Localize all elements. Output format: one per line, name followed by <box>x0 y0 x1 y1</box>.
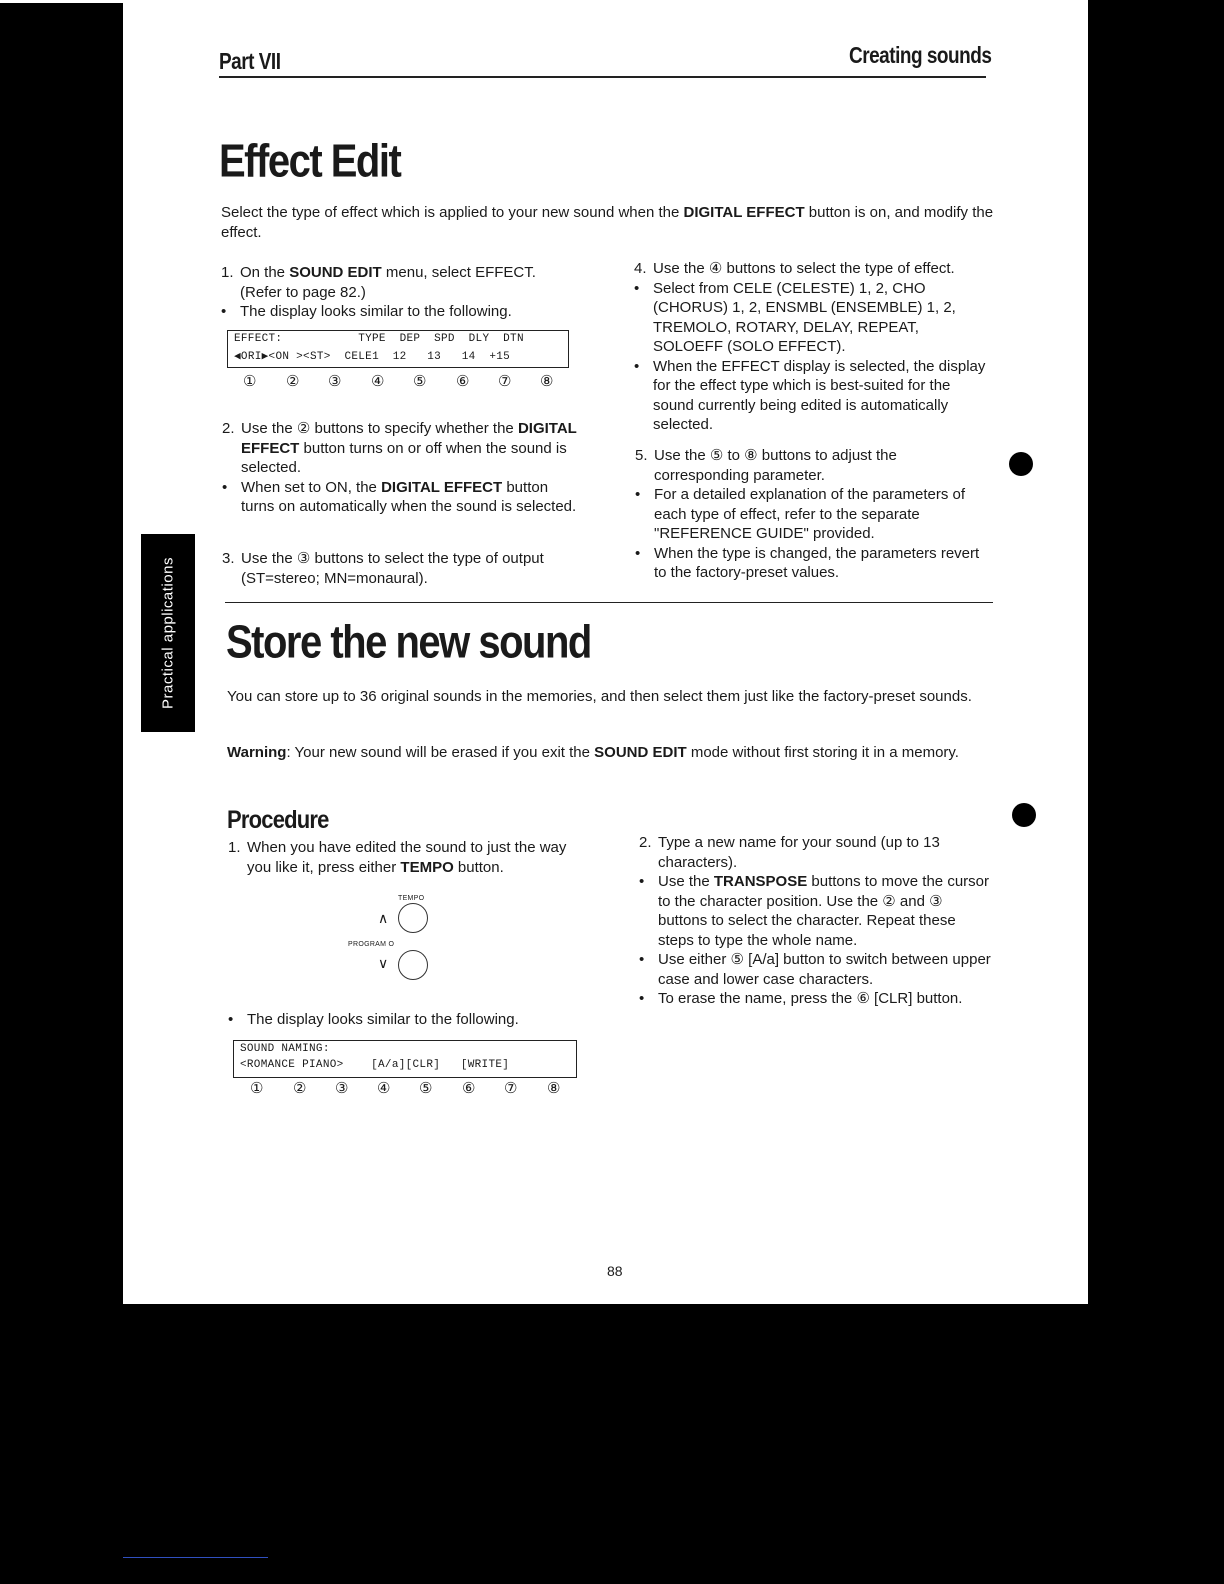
tempo-down-arrow-icon: ∨ <box>378 955 389 971</box>
naming-display <box>233 1040 577 1078</box>
store-step-1-bullet: • The display looks similar to the following. <box>228 1011 519 1028</box>
naming-display-line2: <ROMANCE PIANO> [A/a][CLR] [WRITE] <box>240 1059 510 1071</box>
key-1: ① <box>243 373 257 390</box>
key-7: ⑦ <box>498 373 512 390</box>
side-tab <box>141 534 195 732</box>
tempo-down-button[interactable] <box>398 950 428 980</box>
effect-step-5: 5. Use the ⑤ to ⑧ buttons to adjust the corresponding parameter. • For a detailed explanation of the parameters of each type of effect, refer to the separate "REFERENCE GUIDE" provided. • When the type is changed, the parameters revert to the factory-preset values. <box>635 447 980 581</box>
part-label: Part VII <box>219 50 281 76</box>
tempo-up-arrow-icon: ∧ <box>378 910 389 926</box>
effect-step-1: 1. On the SOUND EDIT menu, select EFFECT. (Refer to page 82.) • The display looks similar to the following. <box>221 264 536 320</box>
store-title: Store the new sound <box>226 617 591 668</box>
key-7: ⑦ <box>504 1080 518 1097</box>
effect-display-line1: EFFECT: TYPE DEP SPD DLY DTN <box>234 333 524 345</box>
key-1: ① <box>250 1080 264 1097</box>
key-8: ⑧ <box>547 1080 561 1097</box>
key-4: ④ <box>371 373 385 390</box>
header-rule <box>219 76 986 78</box>
binding-hole-1 <box>1009 452 1033 476</box>
tempo-label: TEMPO <box>398 895 425 902</box>
key-8: ⑧ <box>540 373 554 390</box>
section-label: Creating sounds <box>849 44 992 70</box>
effect-step-4: 4. Use the ④ buttons to select the type of effect. • Select from CELE (CELESTE) 1, 2, CHO (CHORUS) 1, 2, ENSMBL (ENSEMBLE) 1, 2, TREMOLO, ROTARY, DELAY, REPEAT, SOLOEFF (SOLO EFFECT). • When the EFFECT display is selected, the display for the effect type which is best-suited for the sound currently being edited is automatically selected. <box>634 260 986 433</box>
effect-step-2: 2. Use the ② buttons to specify whether the DIGITAL EFFECT button turns on or off when the sound is selected. • When set to ON, the DIGITAL EFFECT button turns on automatically when the sound is selected. <box>222 420 577 515</box>
side-tab-label: Practical applications <box>159 557 177 709</box>
naming-display-line1: SOUND NAMING: <box>240 1043 330 1055</box>
effect-edit-intro: Select the type of effect which is applied to your new sound when the DIGITAL EFFECT button is on, and modify the effect. <box>221 204 994 241</box>
tempo-up-button[interactable] <box>398 903 428 933</box>
scan-edge <box>0 0 240 3</box>
key-4: ④ <box>377 1080 391 1097</box>
key-2: ② <box>293 1080 307 1097</box>
store-warning: Warning: Your new sound will be erased if you exit the SOUND EDIT mode without first storing it in a memory. <box>227 744 959 761</box>
scan-link-underline <box>123 1557 268 1558</box>
store-step-2: 2. Type a new name for your sound (up to 13 characters). • Use the TRANSPOSE buttons to move the cursor to the character position. Use the ② and ③ buttons to select the character. Repeat these steps to type the whole name. • Use either ⑤ [A/a] button to switch between upper case and lower case characters. • To erase the name, press the ⑥ [CLR] button. <box>639 834 991 1007</box>
store-intro: You can store up to 36 original sounds in the memories, and then select them just like the factory-preset sounds. <box>227 688 972 705</box>
key-3: ③ <box>328 373 342 390</box>
key-3: ③ <box>335 1080 349 1097</box>
effect-display-line2: ◀ORI▶<ON ><ST> CELE1 12 13 14 +15 <box>234 351 511 363</box>
key-2: ② <box>286 373 300 390</box>
key-5: ⑤ <box>419 1080 433 1097</box>
procedure-heading: Procedure <box>227 805 329 834</box>
section-divider <box>225 602 993 603</box>
key-6: ⑥ <box>462 1080 476 1097</box>
effect-display <box>227 330 569 368</box>
effect-edit-title: Effect Edit <box>219 136 401 187</box>
effect-step-3: 3. Use the ③ buttons to select the type of output (ST=stereo; MN=monaural). <box>222 550 544 587</box>
page-number: 88 <box>607 1263 623 1279</box>
binding-hole-2 <box>1012 803 1036 827</box>
program-label: PROGRAM O <box>348 941 395 948</box>
key-6: ⑥ <box>456 373 470 390</box>
store-step-1: 1. When you have edited the sound to just the way you like it, press either TEMPO button. <box>228 839 567 876</box>
key-5: ⑤ <box>413 373 427 390</box>
